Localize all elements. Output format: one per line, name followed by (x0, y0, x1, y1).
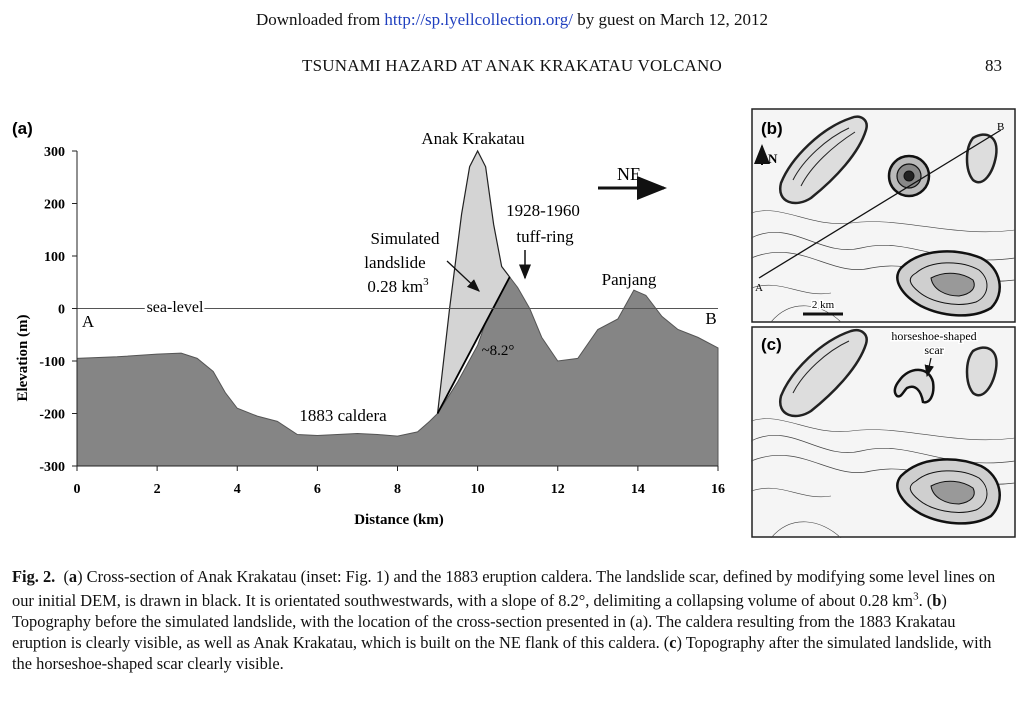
caption-segment: c (669, 633, 677, 653)
panel-a-label: (a) (12, 119, 33, 138)
panjang-label: Panjang (601, 270, 657, 289)
landslide-volume: 0.28 km (367, 277, 424, 296)
peak-label: Anak Krakatau (421, 129, 525, 148)
x-tick-label: 0 (73, 482, 81, 497)
caption-segment: . ( (918, 591, 933, 611)
tuff-ring-label-2: tuff-ring (516, 227, 574, 246)
anak-krakatau-island-b (889, 156, 929, 196)
caption-segment: ( (63, 567, 69, 586)
x-tick-label: 10 (470, 482, 485, 497)
scar-label-1: horseshoe-shaped (891, 329, 977, 343)
caption-fig-label: Fig. 2. (12, 567, 56, 586)
download-suffix: by guest on March 12, 2012 (572, 10, 768, 29)
caption-segment: a (68, 567, 78, 586)
x-tick-label: 12 (550, 482, 565, 497)
caption-text (12, 566, 1012, 674)
x-tick-label: 6 (313, 482, 321, 497)
download-link[interactable]: http://sp.lyellcollection.org/ (384, 10, 573, 29)
caption-segment: b (932, 591, 942, 611)
running-title: TSUNAMI HAZARD AT ANAK KRAKATAU VOLCANO (302, 56, 722, 75)
figure-caption (12, 566, 1012, 674)
scale-bar-label: 2 km (811, 299, 835, 311)
caption-segment: 3 (913, 591, 919, 603)
x-tick-label: 2 (153, 482, 161, 497)
direction-label: NE (617, 164, 641, 184)
x-tick-label: 8 (394, 482, 401, 497)
cross-section-chart (0, 108, 745, 538)
caption-segment: ) Cross-section of Anak Krakatau (inset: Fig. 1) and the 1883 eruption caldera. The landslide scar, defined by modifying some level lines on our initial DEM, is drawn in black. It is orientated southwestwards, with a slope of 8.2°, delimiting a collapsing volume of about 0.28 km (12, 567, 996, 611)
map-b-point-a: A (755, 282, 763, 294)
x-tick-label: 4 (233, 482, 241, 497)
download-notice (0, 10, 1024, 30)
caption-segment: ) Topography before the simulated landslide, with the location of the cross-section presented in (a). The caldera resulting from the 1883 Krakatau eruption is clearly visible, as well as Anak Krakatau, which is built on the NE flank of this caldera. ( (12, 591, 956, 653)
x-tick-label: 14 (630, 482, 645, 497)
y-tick-label: 200 (44, 197, 65, 213)
landslide-volume-sup: 3 (423, 276, 429, 288)
north-label: N (768, 151, 778, 166)
map-panel-b (751, 108, 1016, 323)
y-tick-label: -200 (39, 407, 65, 423)
map-panel-c (751, 326, 1016, 538)
y-axis-label: Elevation (m) (15, 314, 31, 402)
caption-segment: ) Topography after the simulated landslide, with the horseshoe-shaped scar clearly visible. (12, 633, 992, 674)
page-number: 83 (985, 56, 1002, 75)
download-prefix: Downloaded from (256, 10, 385, 29)
caldera-label: 1883 caldera (299, 406, 387, 425)
point-a-label: A (81, 312, 95, 331)
landslide-label-1: Simulated (370, 229, 440, 248)
map-b-label: (b) (761, 119, 783, 138)
x-axis-label: Distance (km) (354, 512, 444, 528)
tuff-ring-label-1: 1928-1960 (506, 201, 580, 220)
slope-angle-label: ~8.2° (481, 343, 515, 359)
caption-body (12, 567, 995, 673)
landslide-label-2: landslide (364, 253, 426, 272)
map-c-label: (c) (761, 335, 782, 354)
y-tick-label: 300 (44, 145, 65, 160)
point-b-label: B (705, 309, 717, 328)
y-tick-label: -100 (39, 355, 65, 370)
y-tick-label: 100 (44, 250, 65, 265)
y-tick-label: -300 (39, 460, 65, 475)
map-b-point-b: B (997, 121, 1005, 133)
landslide-label-3 (367, 276, 429, 296)
y-tick-label: 0 (58, 302, 65, 318)
sea-level-label: sea-level (146, 299, 204, 316)
scar-label-2: scar (924, 343, 944, 357)
x-tick-label: 16 (711, 482, 725, 497)
